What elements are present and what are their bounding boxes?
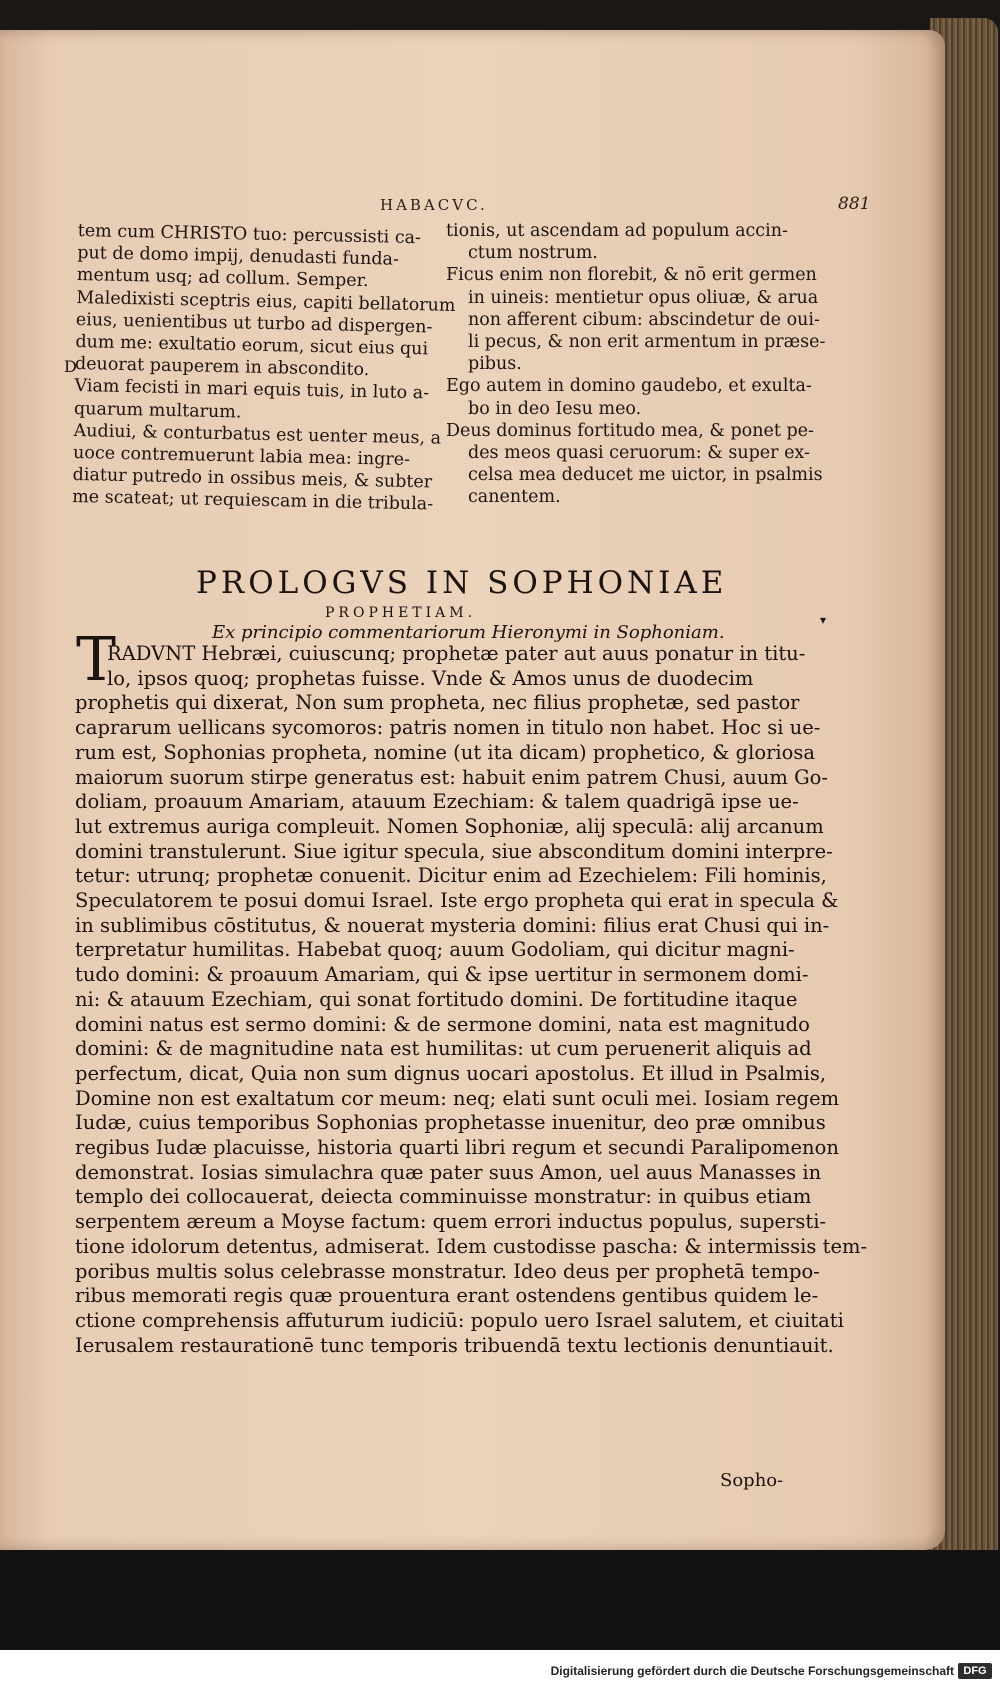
prologue-line: lo, ipsos quoq; prophetas fuisse. Vnde & Amos unus de duodecim bbox=[107, 666, 754, 690]
prologue-line: in sublimibus cōstitutus, & nouerat mysteria domini: filius erat Chusi qui in- bbox=[75, 913, 830, 937]
prologue-line: domini natus est sermo domini: & de sermone domini, nata est magnitudo bbox=[75, 1012, 810, 1036]
left-margin-mark: D bbox=[64, 357, 77, 376]
text-line: tionis, ut ascendam ad populum accin- bbox=[446, 221, 788, 241]
prologue-line: tione idolorum detentus, admiserat. Idem custodisse pascha: & intermissis tem- bbox=[75, 1234, 868, 1258]
text-line: Maledixisti sceptris eius, capiti bellatorum bbox=[76, 287, 456, 316]
text-line: des meos quasi ceruorum: & super ex- bbox=[468, 443, 810, 464]
text-line: Ficus enim non florebit, & nō erit germen bbox=[446, 265, 817, 286]
prologue-line: poribus multis solus celebrasse monstratur. Ideo deus per prophetā tempo- bbox=[75, 1259, 820, 1283]
scan-bottom-border bbox=[0, 1550, 1000, 1650]
prologue-line: tudo domini: & proauum Amariam, qui & ipse uertitur in sermonem domi- bbox=[75, 963, 809, 987]
prologue-line: rum est, Sophonias propheta, nomine (ut ita dicam) prophetico, & gloriosa bbox=[75, 740, 816, 764]
dfg-logo-icon: DFG bbox=[958, 1663, 992, 1679]
prologue-title: PROLOGVS IN SOPHONIAE bbox=[196, 565, 728, 601]
text-line: non afferent cibum: abscindetur de oui- bbox=[468, 309, 820, 330]
prologue-line: regibus Iudæ placuisse, historia quarti libri regum et secundi Paralipomenon bbox=[75, 1136, 839, 1160]
prologue-line: tetur: utrunq; prophetæ conuenit. Dicitur enim ad Ezechielem: Fili hominis, bbox=[75, 864, 827, 888]
prologue-line: demonstrat. Iosias simulachra quæ pater suus Amon, uel auus Manasses in bbox=[75, 1160, 822, 1184]
prologue-subtitle: PROPHETIAM. bbox=[325, 605, 477, 621]
text-line: bo in deo Iesu meo. bbox=[468, 398, 642, 419]
prologue-line: ni: & atauum Ezechiam, qui sonat fortitudo domini. De fortitudine itaque bbox=[75, 987, 798, 1011]
prologue-line: terpretatur humilitas. Habebat quoq; auum Godoliam, qui dicitur magni- bbox=[75, 938, 795, 962]
text-line: canentem. bbox=[468, 487, 561, 508]
text-line: Audiui, & conturbatus est uenter meus, a bbox=[73, 420, 442, 449]
right-text-column bbox=[446, 220, 826, 509]
prologue-line: Ierusalem restaurationē tunc temporis tribuendā textu lectionis denuntiauit. bbox=[75, 1333, 834, 1357]
text-line: li pecus, & non erit armentum in præse- bbox=[468, 332, 826, 353]
prologue-line: Iudæ, cuius temporibus Sophonias prophetasse inuenitur, deo præ omnibus bbox=[75, 1111, 826, 1135]
text-line: quarum multarum. bbox=[73, 398, 242, 423]
text-line: Viam fecisti in mari equis tuis, in luto a- bbox=[74, 376, 430, 404]
text-line: ctum nostrum. bbox=[468, 243, 598, 264]
prologue-body bbox=[75, 642, 868, 1358]
text-line: mentum usq; ad collum. Semper. bbox=[76, 265, 369, 292]
text-line: uoce contremuerunt labia mea: ingre- bbox=[72, 442, 411, 471]
text-line: in uineis: mentietur opus oliuæ, & arua bbox=[468, 287, 819, 308]
margin-tick: ▾ bbox=[820, 613, 827, 627]
prologue-line: ctione comprehensis affuturum iudiciū: populo uero Israel salutem, et ciuitati bbox=[75, 1308, 844, 1332]
prologue-line: doliam, proauum Amariam, atauum Ezechiam: & talem quadrigā ipse ue- bbox=[75, 790, 799, 814]
book-page bbox=[0, 30, 945, 1550]
text-line: deuorat pauperem in abscondito. bbox=[74, 354, 370, 381]
prologue-line: Speculatorem te posui domui Israel. Iste ergo propheta qui erat in specula & bbox=[75, 889, 839, 913]
text-line: dum me: exultatio eorum, sicut eius qui bbox=[75, 331, 429, 360]
running-head: HABACVC. bbox=[380, 196, 488, 214]
prologue-line: prophetis qui dixerat, Non sum propheta, nec filius prophetæ, sed pastor bbox=[75, 691, 800, 715]
text-line: me scateat; ut requiescam in die tribula- bbox=[71, 487, 434, 515]
text-line: Deus dominus fortitudo mea, & ponet pe- bbox=[446, 420, 814, 441]
prologue-line: lut extremus auriga compleuit. Nomen Sophoniæ, alij speculā: alij arcanum bbox=[75, 814, 824, 838]
prologue-source-line: Ex principio commentariorum Hieronymi in Sophoniam. bbox=[212, 622, 725, 643]
prologue-line: Domine non est exaltatum cor meum: neq; elati sunt oculi mei. Iosiam regem bbox=[75, 1086, 840, 1110]
text-line: diatur putredo in ossibus meis, & subter bbox=[72, 465, 433, 493]
folio-number: 881 bbox=[838, 194, 871, 214]
drop-cap: T bbox=[76, 625, 117, 695]
prologue-line: domini transtulerunt. Siue igitur specula, siue absconditum domini interpre- bbox=[75, 839, 833, 863]
text-line: tem cum CHRISTO tuo: percussisti ca- bbox=[77, 220, 422, 249]
prologue-line: serpentem æreum a Moyse factum: quem errori inductus populus, supersti- bbox=[75, 1210, 827, 1234]
page-header bbox=[0, 196, 945, 220]
text-line: pibus. bbox=[468, 354, 522, 375]
prologue-line: maiorum suorum stirpe generatus est: habuit enim patrem Chusi, auum Go- bbox=[75, 765, 829, 789]
prologue-line: domini: & de magnitudine nata est humilitas: ut cum peruenerit aliquis ad bbox=[75, 1037, 812, 1061]
prologue-line: perfectum, dicat, Quia non sum dignus uocari apostolus. Et illud in Psalmis, bbox=[75, 1061, 827, 1085]
text-line: put de domo impij, denudasti funda- bbox=[77, 243, 400, 270]
prologue-line: RADVNT Hebræi, cuiuscunq; prophetæ pater aut auus ponatur in titu- bbox=[107, 642, 806, 665]
prologue-line: ribus memorati regis quæ prouentura erant ostendens gentibus quidem le- bbox=[75, 1284, 819, 1308]
footer-credit: Digitalisierung gefördert durch die Deutsche Forschungsgemeinschaft bbox=[550, 1664, 954, 1678]
digitization-footer bbox=[0, 1654, 1000, 1690]
catchword: Sopho- bbox=[720, 1470, 784, 1491]
prologue-line: caprarum uellicans sycomoros: patris nomen in titulo non habet. Hoc si ue- bbox=[75, 716, 821, 740]
text-line: Ego autem in domino gaudebo, et exulta- bbox=[446, 376, 812, 397]
text-line: eius, uenientibus ut turbo ad dispergen- bbox=[75, 309, 433, 338]
prologue-line: templo dei collocauerat, deiecta comminuisse monstratur: in quibus etiam bbox=[75, 1185, 812, 1209]
left-text-column bbox=[71, 220, 456, 516]
text-line: celsa mea deducet me uictor, in psalmis bbox=[468, 465, 823, 486]
